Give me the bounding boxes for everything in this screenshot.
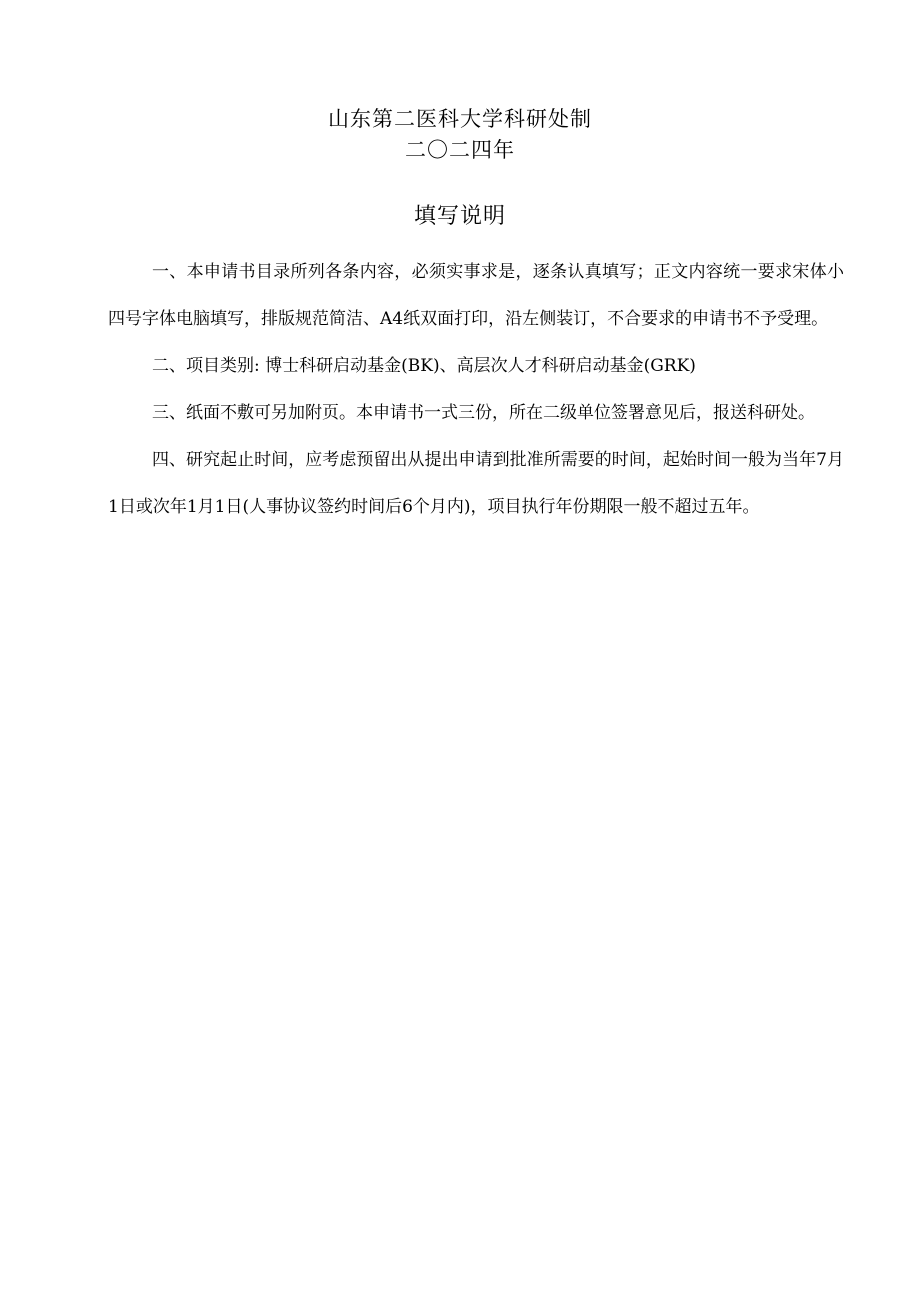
instruction-item-2: 二、项目类别: 博士科研启动基金(BK)、高层次人才科研启动基金(GRK) (152, 356, 696, 376)
issuer-line: 山东第二医科大学科研处制 (328, 107, 592, 131)
instructions-title: 填写说明 (413, 204, 506, 229)
instruction-item-4: 四、研究起止时间，应考虑预留出从提出申请到批准所需要的时间，起始时间一般为当年7月1日或次年1月1日(人事协议签约时间后6个月内)，项目执行年份期限一般不超过五年。 (108, 450, 844, 517)
instruction-item-1: 一、本申请书目录所列各条内容，必须实事求是，逐条认真填写；正文内容统一要求宋体小四号字体电脑填写，排版规范简洁、A4纸双面打印，沿左侧装订，不合要求的申请书不予受理。 (108, 262, 844, 329)
instruction-item-3: 三、纸面不敷可另加附页。本申请书一式三份，所在二级单位签署意见后，报送科研处。 (152, 403, 815, 423)
year-line: 二〇二四年 (405, 138, 515, 162)
instructions-body (108, 249, 844, 531)
